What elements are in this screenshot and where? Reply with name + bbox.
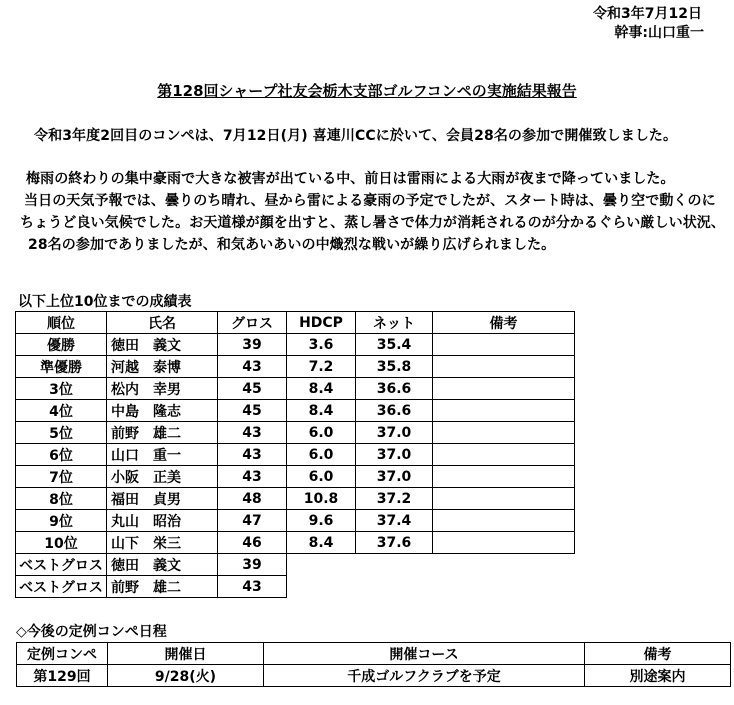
note — [433, 378, 575, 400]
net: 35.8 — [356, 356, 433, 378]
report-date: 令和3年7月12日 — [593, 6, 702, 22]
player-name: 小阪 正美 — [107, 466, 218, 488]
note — [433, 532, 575, 554]
header-note: 備考 — [433, 312, 575, 334]
rank: 優勝 — [16, 334, 107, 356]
net: 35.4 — [356, 334, 433, 356]
report-title: 第128回シャープ社友会栃木支部ゴルフコンペの実施結果報告 — [157, 82, 577, 100]
player-name: 前野 雄二 — [107, 576, 218, 598]
gross: 43 — [218, 356, 287, 378]
gross: 43 — [218, 466, 287, 488]
body-line-2: 当日の天気予報では、曇りのち晴れ、昼から雷による豪雨の予定でしたが、スタート時は、曇り空で動くのに — [24, 193, 716, 209]
note — [433, 356, 575, 378]
empty-cell — [287, 576, 575, 598]
header-course: 開催コース — [264, 643, 585, 665]
hdcp: 8.4 — [287, 378, 356, 400]
intro-paragraph: 令和3年度2回目のコンペは、7月12日(月) 喜連川CCに於いて、会員28名の参加で開催致しました。 — [34, 128, 678, 144]
net: 37.0 — [356, 422, 433, 444]
note — [433, 488, 575, 510]
table-row — [16, 444, 575, 466]
schedule-table — [16, 642, 731, 687]
course-name: 千成ゴルフクラブを予定 — [264, 665, 585, 687]
gross: 46 — [218, 532, 287, 554]
hdcp: 9.6 — [287, 510, 356, 532]
note — [433, 334, 575, 356]
table-row — [16, 422, 575, 444]
hdcp: 8.4 — [287, 400, 356, 422]
schedule-header-row — [17, 643, 731, 665]
player-name: 前野 雄二 — [107, 422, 218, 444]
gross: 45 — [218, 378, 287, 400]
player-name: 徳田 義文 — [107, 554, 218, 576]
body-line-3: ちょうど良い気候でした。お天道様が顔を出すと、蒸し暑さで体力が消耗されるのが分かるぐらい厳しい状況、 — [20, 215, 725, 231]
rank: 4位 — [16, 400, 107, 422]
net: 36.6 — [356, 378, 433, 400]
net: 37.4 — [356, 510, 433, 532]
rank: 準優勝 — [16, 356, 107, 378]
header-hdcp: HDCP — [287, 312, 356, 334]
hdcp: 6.0 — [287, 444, 356, 466]
hdcp: 6.0 — [287, 422, 356, 444]
table-row — [16, 510, 575, 532]
results-header-row — [16, 312, 575, 334]
table-row — [16, 378, 575, 400]
hdcp: 8.4 — [287, 532, 356, 554]
note — [433, 444, 575, 466]
rank: 8位 — [16, 488, 107, 510]
net: 37.6 — [356, 532, 433, 554]
net: 37.0 — [356, 466, 433, 488]
best-gross-label: ベストグロス — [16, 576, 107, 598]
header-competition: 定例コンペ — [17, 643, 108, 665]
competition-number: 第129回 — [17, 665, 108, 687]
note — [433, 400, 575, 422]
gross: 43 — [218, 576, 287, 598]
header-net: ネット — [356, 312, 433, 334]
best-gross-row — [16, 554, 575, 576]
body-line-1: 梅雨の終わりの集中豪雨で大きな被害が出ている中、前日は雷雨による大雨が夜まで降っていました。 — [26, 171, 675, 187]
note — [433, 422, 575, 444]
hdcp: 3.6 — [287, 334, 356, 356]
organizer: 幹事:山口重一 — [614, 25, 704, 41]
player-name: 丸山 昭治 — [107, 510, 218, 532]
table-row — [16, 488, 575, 510]
schedule-label: ◇今後の定例コンペ日程 — [16, 624, 167, 640]
results-label: 以下上位10位までの成績表 — [18, 294, 192, 310]
hdcp: 7.2 — [287, 356, 356, 378]
table-row — [16, 400, 575, 422]
player-name: 山口 重一 — [107, 444, 218, 466]
table-row — [16, 356, 575, 378]
gross: 45 — [218, 400, 287, 422]
empty-cell — [287, 554, 575, 576]
player-name: 山下 栄三 — [107, 532, 218, 554]
rank: 6位 — [16, 444, 107, 466]
results-table — [15, 311, 575, 598]
hdcp: 10.8 — [287, 488, 356, 510]
gross: 43 — [218, 422, 287, 444]
player-name: 福田 貞男 — [107, 488, 218, 510]
gross: 47 — [218, 510, 287, 532]
net: 36.6 — [356, 400, 433, 422]
table-row — [16, 334, 575, 356]
header-name: 氏名 — [107, 312, 218, 334]
rank: 7位 — [16, 466, 107, 488]
rank: 10位 — [16, 532, 107, 554]
body-line-4: 28名の参加でありましたが、和気あいあいの中熾烈な戦いが繰り広げられました。 — [28, 237, 556, 253]
gross: 48 — [218, 488, 287, 510]
rank: 5位 — [16, 422, 107, 444]
note — [433, 510, 575, 532]
player-name: 徳田 義文 — [107, 334, 218, 356]
player-name: 河越 泰博 — [107, 356, 218, 378]
rank: 3位 — [16, 378, 107, 400]
gross: 43 — [218, 444, 287, 466]
note: 別途案内 — [585, 665, 731, 687]
note — [433, 466, 575, 488]
header-gross: グロス — [218, 312, 287, 334]
best-gross-row — [16, 576, 575, 598]
gross: 39 — [218, 554, 287, 576]
net: 37.0 — [356, 444, 433, 466]
table-row — [17, 665, 731, 687]
header-date: 開催日 — [108, 643, 264, 665]
gross: 39 — [218, 334, 287, 356]
hdcp: 6.0 — [287, 466, 356, 488]
net: 37.2 — [356, 488, 433, 510]
player-name: 中島 隆志 — [107, 400, 218, 422]
best-gross-label: ベストグロス — [16, 554, 107, 576]
player-name: 松内 幸男 — [107, 378, 218, 400]
header-note: 備考 — [585, 643, 731, 665]
event-date: 9/28(火) — [108, 665, 264, 687]
header-rank: 順位 — [16, 312, 107, 334]
rank: 9位 — [16, 510, 107, 532]
table-row — [16, 532, 575, 554]
table-row — [16, 466, 575, 488]
